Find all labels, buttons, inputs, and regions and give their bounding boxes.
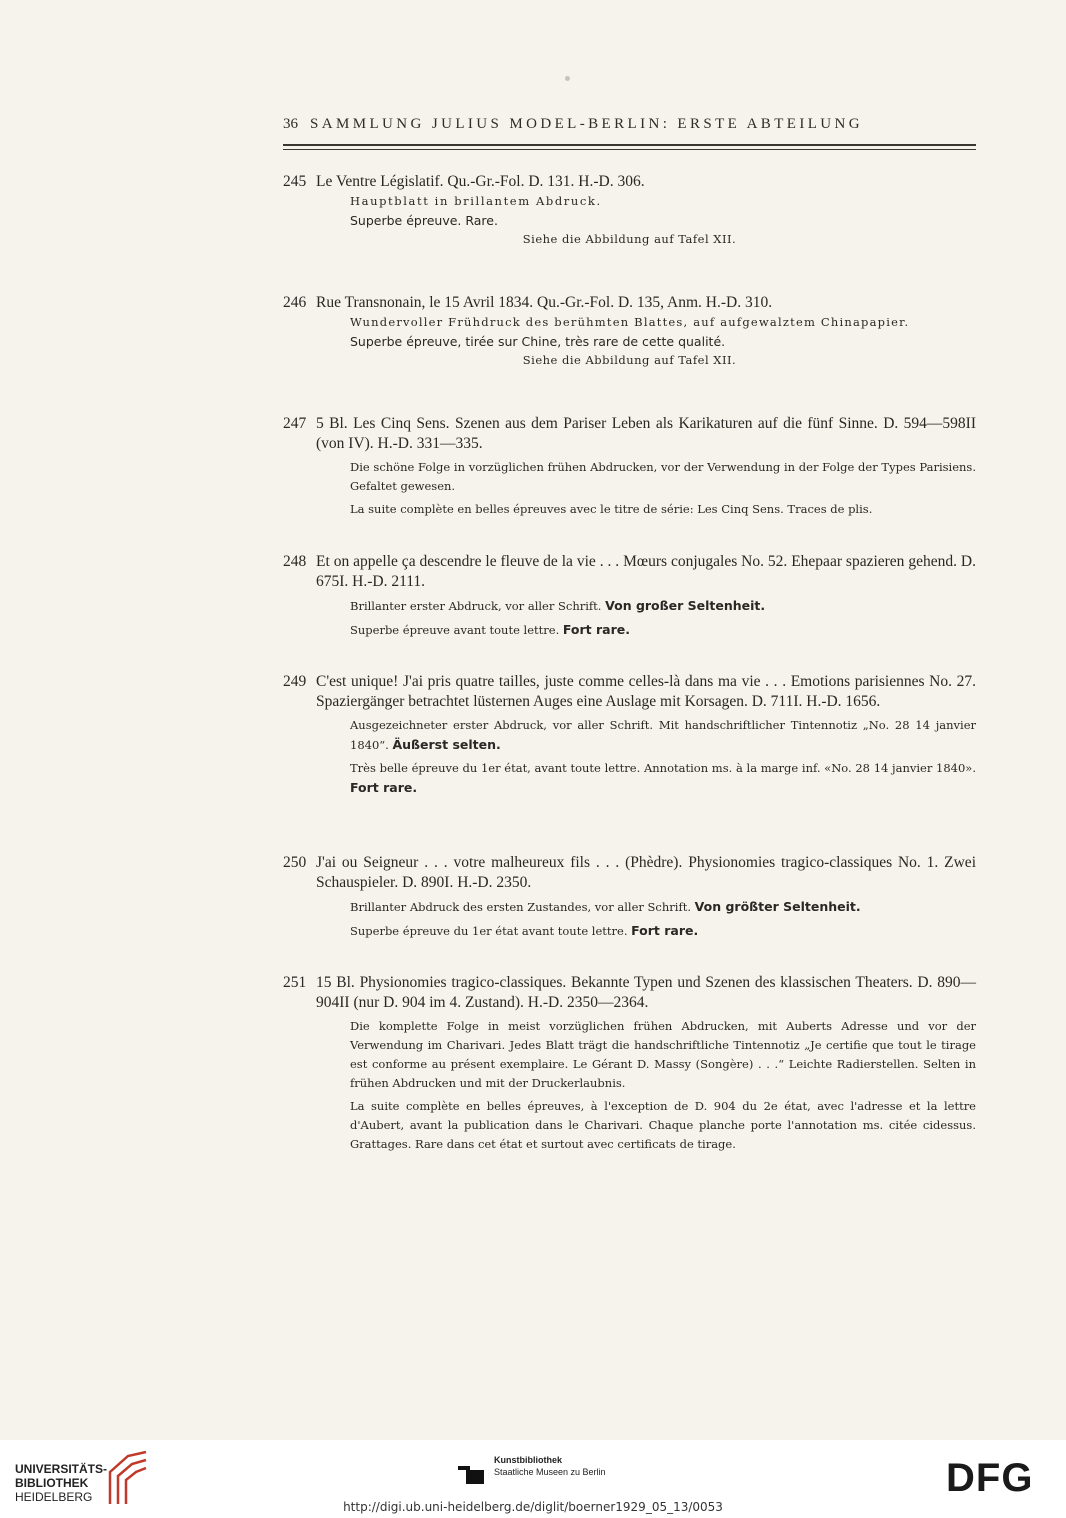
entry-note-de: Brillanter Abdruck des ersten Zustandes, vor aller Schrift. Von größter Seltenheit. — [350, 899, 861, 914]
entry-note-de: Die schöne Folge in vorzüglichen frühen Abdrucken, vor der Verwendung in der Folge der Types Parisiens. Gefaltet gewesen. — [350, 460, 976, 493]
entry-note-de: Ausgezeichneter erster Abdruck, vor aller Schrift. Mit handschriftlicher Tintennotiz „No. 28 14 janvier 1840“. Äußerst selten. — [350, 718, 976, 752]
running-header — [283, 116, 976, 133]
entry-note-fr: Superbe épreuve avant toute lettre. Fort rare. — [350, 622, 630, 637]
entry-number: 247 — [283, 415, 307, 432]
catalog-entry-251 — [283, 973, 976, 1154]
plate-reference: Siehe die Abbildung auf Tafel XII. — [522, 353, 737, 367]
entry-number: 251 — [283, 974, 307, 991]
entry-note-de: Die komplette Folge in meist vorzüglichen frühen Abdrucken, mit Auberts Adresse und vor der Verwendung im Charivari. Jedes Blatt trägt die handschriftliche Tintennotiz „Je certifie que tout le tirage est conforme au présent exemplaire. Le Gérant D. Massy (Songère) . . .“ Leichte Radierstellen. Selten in frühen Abdrucken und mit der Druckerlaubnis. — [350, 1019, 976, 1090]
entry-note-fr: La suite complète en belles épreuves, à l'exception de D. 904 du 2e état, avec l'adresse et la lettre d'Aubert, avant la publication dans le Charivari. Chaque planche porte l'annotation ms. citée cidessus. Grattages. Rare dans cet état et surtout avec certificats de tirage. — [350, 1099, 976, 1151]
catalog-entry-245 — [283, 172, 976, 249]
entry-title: 15 Bl. Physionomies tragico-classiques. Bekannte Typen und Szenen des klassischen Theaters. D. 890—904II (nur D. 904 im 4. Zustand). H.-D. 2350—2364. — [316, 974, 976, 1011]
page-number: 36 — [283, 116, 298, 132]
catalog-entry-250 — [283, 853, 976, 941]
header-rule-thick — [283, 144, 976, 146]
entry-title: Le Ventre Législatif. Qu.-Gr.-Fol. D. 131. H.-D. 306. — [316, 173, 645, 190]
page-dot — [565, 76, 570, 81]
entry-note-fr: Très belle épreuve du 1er état, avant toute lettre. Annotation ms. à la marge inf. «No. 28 14 janvier 1840». Fort rare. — [350, 761, 976, 795]
catalog-entry-248 — [283, 552, 976, 640]
catalog-entry-247 — [283, 414, 976, 519]
entry-title: Rue Transnonain, le 15 Avril 1834. Qu.-Gr.-Fol. D. 135, Anm. H.-D. 310. — [316, 294, 773, 311]
entry-title: J'ai ou Seigneur . . . votre malheureux fils . . . (Phèdre). Physionomies tragico-classiques No. 1. Zwei Schauspieler. D. 890I. H.-D. 2350. — [316, 854, 976, 891]
entry-title: 5 Bl. Les Cinq Sens. Szenen aus dem Pariser Leben als Karikaturen auf die fünf Sinne. D. 594—598II (von IV). H.-D. 331—335. — [316, 415, 976, 452]
entry-number: 246 — [283, 294, 307, 311]
entry-number: 249 — [283, 673, 307, 690]
rarity-mark: Fort rare. — [631, 923, 699, 938]
rarity-mark: Fort rare. — [562, 622, 630, 637]
entry-note-de: Hauptblatt in brillantem Abdruck. — [350, 194, 602, 208]
kunstbibliothek-label: Kunstbibliothek Staatliche Museen zu Berlin — [494, 1455, 606, 1477]
entry-note-de: Wundervoller Frühdruck des berühmten Blattes, auf aufgewalztem Chinapapier. — [350, 315, 910, 329]
entry-title: C'est unique! J'ai pris quatre tailles, juste comme celles-là dans ma vie . . . Emotions parisiennes No. 27. Spaziergänger betrachtet lüsternen Auges eine Auslage mit Korsagen. D. 711I. H.-D. 1656. — [316, 673, 976, 710]
entry-number: 250 — [283, 854, 307, 871]
kunstbibliothek-logo-icon[interactable] — [456, 1456, 486, 1486]
catalog-entry-249 — [283, 672, 976, 798]
entry-note-fr: La suite complète en belles épreuves avec le titre de série: Les Cinq Sens. Traces de plis. — [350, 502, 873, 516]
running-title: SAMMLUNG JULIUS MODEL-BERLIN: ERSTE ABTEILUNG — [310, 116, 863, 132]
entry-note-fr: Superbe épreuve du 1er état avant toute lettre. Fort rare. — [350, 923, 699, 938]
plate-reference: Siehe die Abbildung auf Tafel XII. — [522, 232, 737, 246]
ub-heidelberg-logo[interactable]: UNIVERSITÄTS- BIBLIOTHEK HEIDELBERG — [15, 1462, 108, 1504]
rarity-mark: Von größter Seltenheit. — [694, 899, 861, 914]
entry-note-fr: Superbe épreuve, tirée sur Chine, très rare de cette qualité. — [350, 334, 726, 349]
dfg-logo[interactable]: DFG — [946, 1456, 1034, 1500]
entry-number: 248 — [283, 553, 307, 570]
ub-heidelberg-mark-icon — [106, 1450, 150, 1506]
rarity-mark: Äußerst selten. — [392, 737, 501, 752]
catalog-entry-246 — [283, 293, 976, 370]
entry-note-fr: Superbe épreuve. Rare. — [350, 213, 498, 228]
rarity-mark: Fort rare. — [350, 780, 418, 795]
header-rule-thin — [283, 149, 976, 150]
entry-note-de: Brillanter erster Abdruck, vor aller Schrift. Von großer Seltenheit. — [350, 598, 766, 613]
page-url[interactable]: http://digi.ub.uni-heidelberg.de/diglit/boerner1929_05_13/0053 — [343, 1500, 723, 1514]
rarity-mark: Von großer Seltenheit. — [605, 598, 766, 613]
entry-number: 245 — [283, 173, 307, 190]
entry-title: Et on appelle ça descendre le fleuve de la vie . . . Mœurs conjugales No. 52. Ehepaar spazieren gehend. D. 675I. H.-D. 2111. — [316, 553, 976, 590]
